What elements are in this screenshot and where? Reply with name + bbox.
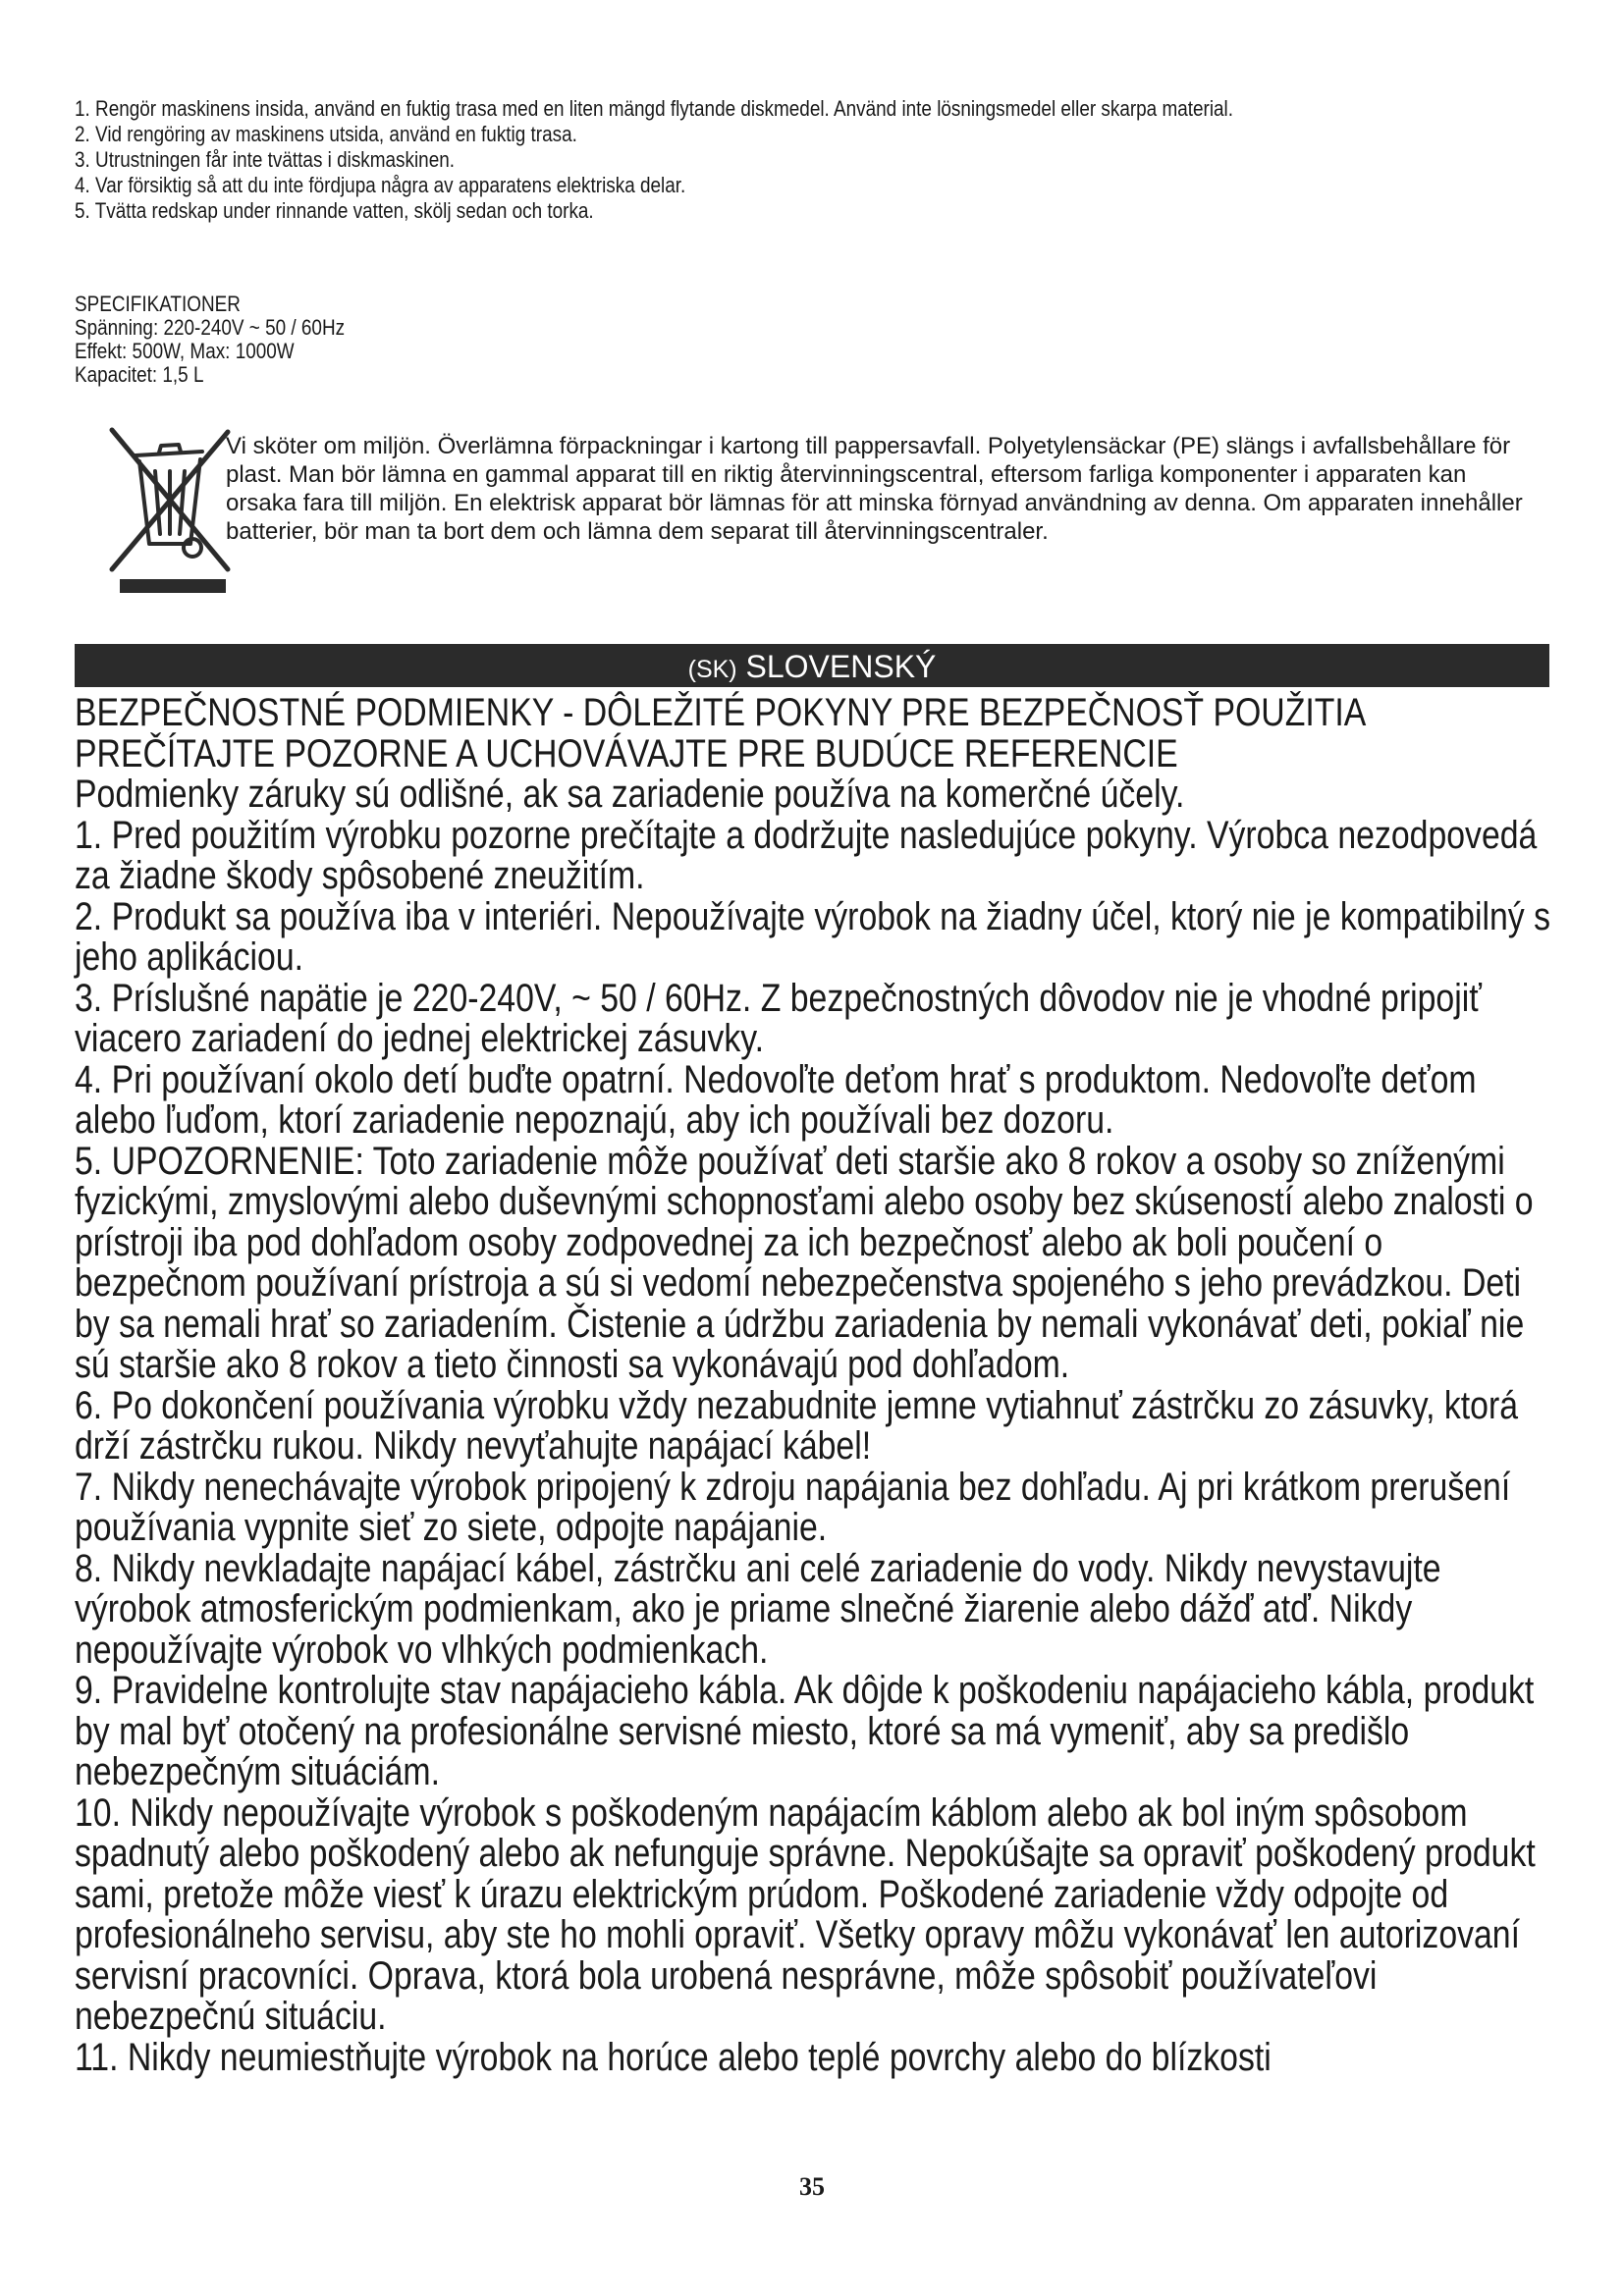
- section-banner-slovak: [75, 644, 1549, 687]
- sv-cleaning-item-2: 2. Vid rengöring av maskinens utsida, använd en fuktig trasa.: [75, 122, 577, 146]
- sk-paragraph-5: 5. UPOZORNENIE: Toto zariadenie môže používať deti staršie ako 8 rokov a osoby so zníženými fyzickými, zmyslovými alebo duševnými schopnosťami alebo osoby bez skúseností alebo znalosti o prístroji iba pod dohľadom osoby zodpovednej za ich bezpečnosť alebo ak boli poučení o bezpečnom používaní prístroja a sú si vedomí nebezpečenstva spojeného s jeho prevádzkou. Deti by sa nemali hrať so zariadením. Čistenie a údržbu zariadenia by nemali vykonávať deti, pokiaľ nie sú staršie ako 8 rokov a tieto činnosti sa vykonávajú pod dohľadom.: [75, 1139, 1534, 1386]
- section-banner-title: SLOVENSKÝ: [745, 649, 937, 684]
- sk-paragraph-8: 8. Nikdy nevkladajte napájací kábel, zástrčku ani celé zariadenie do vody. Nikdy nevystavujte výrobok atmosferickým podmienkam, ako je priame slnečné žiarenie alebo dážď atď. Nikdy nepoužívajte výrobok vo vlhkých podmienkach.: [75, 1546, 1441, 1672]
- page-number: 35: [799, 2172, 825, 2201]
- section-banner-code: (SK): [687, 656, 737, 683]
- spec-capacity: Kapacitet: 1,5 L: [75, 362, 204, 387]
- sv-cleaning-item-4: 4. Var försiktig så att du inte fördjupa några av apparatens elektriska delar.: [75, 173, 686, 197]
- spec-voltage: Spänning: 220-240V ~ 50 / 60Hz: [75, 315, 346, 340]
- spec-power: Effekt: 500W, Max: 1000W: [75, 339, 295, 363]
- slovak-safety-text: [75, 693, 1551, 2078]
- sk-paragraph-11: 11. Nikdy neumiestňujte výrobok na horúce alebo teplé povrchy alebo do blízkosti: [75, 2035, 1272, 2079]
- sv-cleaning-item-1: 1. Rengör maskinens insida, använd en fuktig trasa med en liten mängd flytande diskmedel. Använd inte lösningsmedel eller skarpa material.: [75, 96, 1234, 121]
- sv-cleaning-item-3: 3. Utrustningen får inte tvättas i diskmaskinen.: [75, 147, 455, 172]
- environment-notice: [226, 432, 1542, 546]
- sk-paragraph-3: 3. Príslušné napätie je 220-240V, ~ 50 / 60Hz. Z bezpečnostných dôvodov nie je vhodné pripojiť viacero zariadení do jednej elektrickej zásuvky.: [75, 976, 1482, 1060]
- sk-paragraph-6: 6. Po dokončení používania výrobku vždy nezabudnite jemne vytiahnuť zástrčku zo zásuvky, ktorá drží zástrčku rukou. Nikdy nevyťahujte napájací kábel!: [75, 1383, 1519, 1468]
- sk-paragraph-warranty: Podmienky záruky sú odlišné, ak sa zariadenie používa na komerčné účely.: [75, 773, 1185, 816]
- sk-paragraph-1: 1. Pred použitím výrobku pozorne prečítajte a dodržujte nasledujúce pokyny. Výrobca nezodpovedá za žiadne škody spôsobené zneužitím.: [75, 813, 1538, 897]
- sk-paragraph-4: 4. Pri používaní okolo detí buďte opatrní. Nedovoľte deťom hrať s produktom. Nedovoľte deťom alebo ľuďom, ktorí zariadenie nepoznajú, aby ich používali bez dozoru.: [75, 1057, 1477, 1142]
- environment-text: Vi sköter om miljön. Överlämna förpackningar i kartong till pappersavfall. Polyetylensäckar (PE) slängs i avfallsbehållare för plast. Man bör lämna en gammal apparat till en riktig återvinningscentral, eftersom farliga komponenter i apparaten kan orsaka fara till miljön. En elektrisk apparat bör lämnas för att minska förnyad användning av denna. Om apparaten innehåller batterier, bör man ta bort dem och lämna dem separat till återvinningscentraler.: [226, 433, 1523, 545]
- sk-paragraph-10: 10. Nikdy nepoužívajte výrobok s poškodeným napájacím káblom alebo ak bol iným spôsobom spadnutý alebo poškodený alebo ak nefunguje správne. Nepokúšajte sa opraviť poškodený produkt sami, pretože môže viesť k úrazu elektrickým prúdom. Poškodené zariadenie vždy odpojte od profesionálneho servisu, aby ste ho mohli opraviť. Všetky opravy môžu vykonávať len autorizovaní servisní pracovníci. Oprava, ktorá bola urobená nesprávne, môže spôsobiť používateľovi nebezpečnú situáciu.: [75, 1790, 1536, 2038]
- sv-cleaning-item-5: 5. Tvätta redskap under rinnande vatten, skölj sedan och torka.: [75, 198, 594, 223]
- specifications-heading: SPECIFIKATIONER: [75, 292, 241, 316]
- sk-heading-1: BEZPEČNOSTNÉ PODMIENKY - DÔLEŽITÉ POKYNY PRE BEZPEČNOSŤ POUŽITIA: [75, 691, 1367, 734]
- sk-paragraph-2: 2. Produkt sa používa iba v interiéri. Nepoužívajte výrobok na žiadny účel, ktorý nie je kompatibilný s jeho aplikáciou.: [75, 894, 1550, 979]
- sk-paragraph-9: 9. Pravidelne kontrolujte stav napájacieho kábla. Ak dôjde k poškodeniu napájacieho kábla, produkt by mal byť otočený na profesionálne servisné miesto, ktoré sa má vymeniť, aby sa predišlo nebezpečným situáciám.: [75, 1669, 1535, 1793]
- specifications-block: [75, 293, 835, 387]
- swedish-cleaning-list: [75, 96, 1341, 224]
- sk-paragraph-7: 7. Nikdy nenechávajte výrobok pripojený k zdroju napájania bez dohľadu. Aj pri krátkom prerušení používania vypnite sieť zo siete, odpojte napájanie.: [75, 1465, 1511, 1549]
- weee-crossed-bin-icon: [106, 422, 234, 595]
- sk-heading-2: PREČÍTAJTE POZORNE A UCHOVÁVAJTE PRE BUDÚCE REFERENCIE: [75, 731, 1178, 775]
